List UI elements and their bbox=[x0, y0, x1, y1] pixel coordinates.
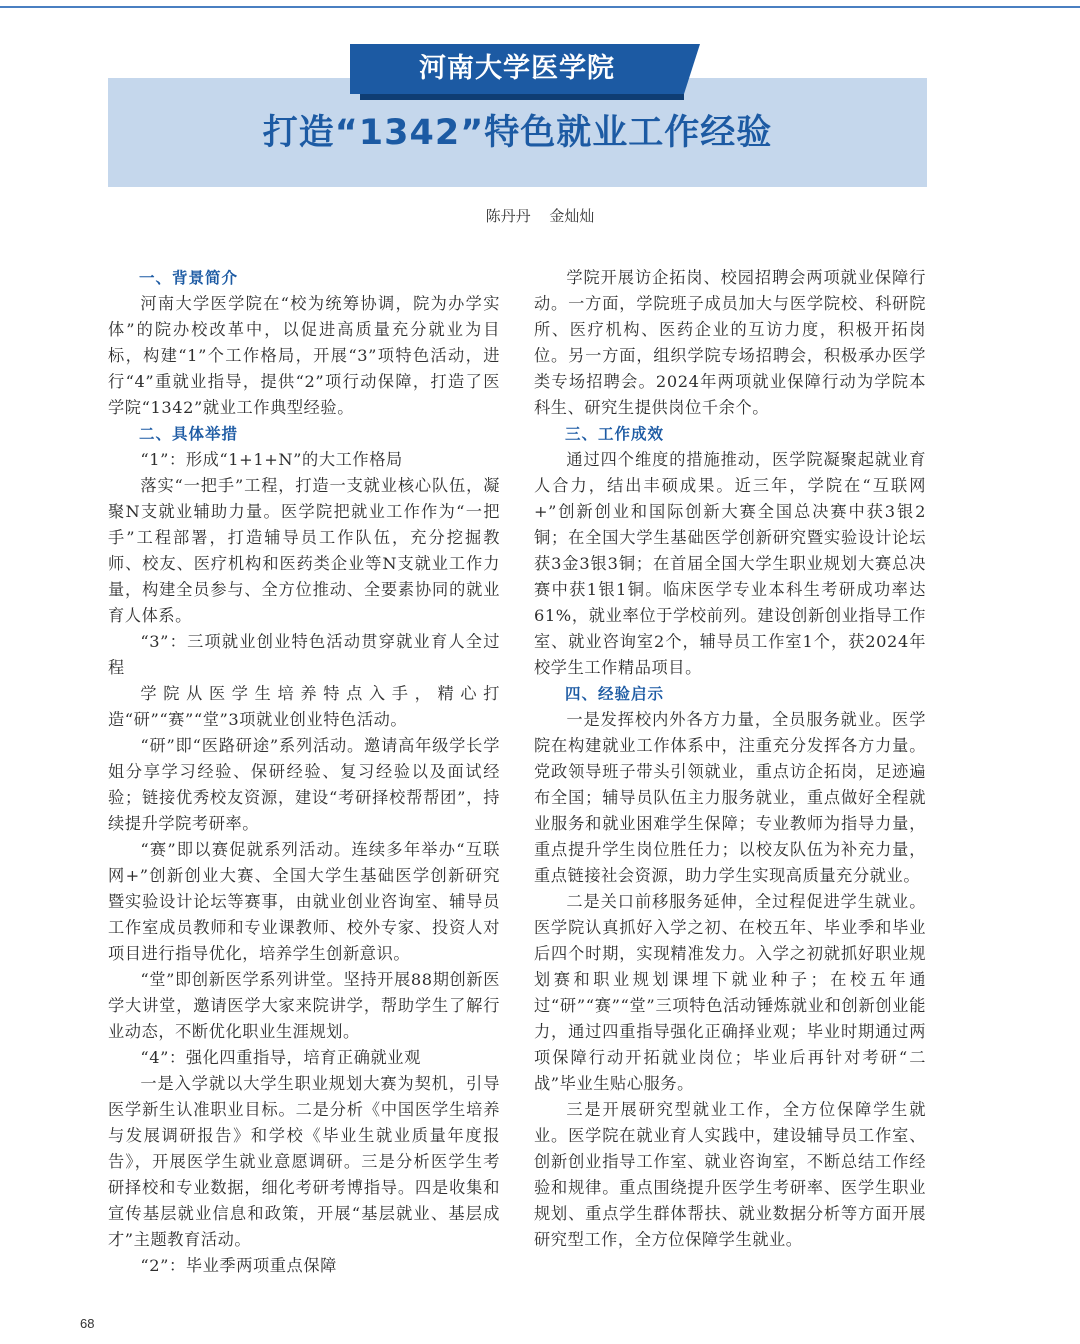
section-heading: 一、背景简介 bbox=[139, 269, 239, 287]
paragraph: 学院从医学生培养特点入手，精心打造“研”“赛”“堂”3项就业创业特色活动。 bbox=[108, 684, 500, 729]
section-heading: 四、经验启示 bbox=[565, 685, 665, 703]
paragraph: “研”即“医路研途”系列活动。邀请高年级学长学姐分享学习经验、保研经验、复习经验以及面试经验；链接优秀校友资源，建设“考研择校帮帮团”，持续提升学院考研率。 bbox=[108, 736, 500, 833]
paragraph: “堂”即创新医学系列讲堂。坚持开展88期创新医学大讲堂，邀请医学大家来院讲学，帮助学生了解行业动态，不断优化职业生涯规划。 bbox=[108, 970, 500, 1041]
authors bbox=[0, 205, 1080, 227]
paragraph: “赛”即以赛促就系列活动。连续多年举办“互联网+”创新创业大赛、全国大学生基础医学创新研究暨实验设计论坛等赛事，由就业创业咨询室、辅导员工作室成员教师和专业课教师、校外专家、投资人对项目进行指导优化，培养学生创新意识。 bbox=[108, 840, 500, 963]
paragraph: 学院开展访企拓岗、校园招聘会两项就业保障行动。一方面，学院班子成员加大与医学院校、科研院所、医疗机构、医药企业的互访力度，积极开拓岗位。另一方面，组织学院专场招聘会，积极承办医学类专场招聘会。2024年两项就业保障行动为学院本科生、研究生提供岗位千余个。 bbox=[534, 268, 926, 417]
left-column bbox=[108, 265, 500, 1279]
paragraph: “2”：毕业季两项重点保障 bbox=[140, 1256, 337, 1275]
right-column bbox=[534, 265, 926, 1253]
section-heading: 二、具体举措 bbox=[139, 425, 239, 443]
paragraph: 落实“一把手”工程，打造一支就业核心队伍，凝聚N支就业辅助力量。医学院把就业工作作为“一把手”工程部署，打造辅导员工作队伍，充分挖掘教师、校友、医疗机构和医药类企业等N支就业工作力量，构建全员参与、全方位推动、全要素协同的就业育人体系。 bbox=[108, 476, 500, 625]
paragraph: 一是入学就以大学生职业规划大赛为契机，引导医学新生认准职业目标。二是分析《中国医学生培养与发展调研报告》和学校《毕业生就业质量年度报告》，开展医学生就业意愿调研。三是分析医学生考研择校和专业数据，细化考研考博指导。四是收集和宣传基层就业信息和政策，开展“基层就业、基层成才”主题教育活动。 bbox=[108, 1074, 500, 1249]
article-title: 打造“1342”特色就业工作经验 bbox=[262, 113, 773, 153]
section-tag-shadow bbox=[360, 94, 684, 100]
paragraph: “4”：强化四重指导，培育正确就业观 bbox=[140, 1048, 421, 1067]
top-rule bbox=[0, 6, 1080, 8]
page-number: 68 bbox=[80, 1316, 95, 1331]
paragraph: “1”：形成“1+1+N”的大工作格局 bbox=[140, 450, 403, 469]
author: 金灿灿 bbox=[549, 207, 595, 225]
paragraph: 二是关口前移服务延伸，全过程促进学生就业。医学院认真抓好入学之初、在校五年、毕业季和毕业后四个时期，实现精准发力。入学之初就抓好职业规划赛和职业规划课埋下就业种子；在校五年通过“研”“赛”“堂”三项特色活动锤炼就业和创新创业能力，通过四重指导强化正确择业观；毕业时期通过两项保障行动开拓就业岗位；毕业后再针对考研“二战”毕业生贴心服务。 bbox=[534, 892, 926, 1093]
author: 陈丹丹 bbox=[485, 207, 531, 225]
section-heading: 三、工作成效 bbox=[565, 425, 665, 443]
paragraph: “3”：三项就业创业特色活动贯穿就业育人全过程 bbox=[108, 632, 500, 677]
section-tag: 河南大学医学院 bbox=[350, 44, 684, 94]
paragraph: 一是发挥校内外各方力量，全员服务就业。医学院在构建就业工作体系中，注重充分发挥各方力量。党政领导班子带头引领就业，重点访企拓岗，足迹遍布全国；辅导员队伍主力服务就业，重点做好全程就业服务和就业困难学生保障；专业教师为指导力量，重点提升学生岗位胜任力；以校友队伍为补充力量，重点链接社会资源，助力学生实现高质量充分就业。 bbox=[534, 710, 926, 885]
paragraph: 河南大学医学院在“校为统筹协调，院为办学实体”的院办校改革中，以促进高质量充分就业为目标，构建“1”个工作格局，开展“3”项特色活动，进行“4”重就业指导，提供“2”项行动保障，打造了医学院“1342”就业工作典型经验。 bbox=[108, 294, 500, 417]
paragraph: 通过四个维度的措施推动，医学院凝聚起就业育人合力，结出丰硕成果。近三年，学院在“互联网+”创新创业和国际创新大赛全国总决赛中获3银2铜；在全国大学生基础医学创新研究暨实验设计论坛获3金3银3铜；在首届全国大学生职业规划大赛总决赛中获1银1铜。临床医学专业本科生考研成功率达61%，就业率位于学校前列。建设创新创业指导工作室、就业咨询室2个，辅导员工作室1个，获2024年校学生工作精品项目。 bbox=[534, 450, 926, 677]
paragraph: 三是开展研究型就业工作，全方位保障学生就业。医学院在就业育人实践中，建设辅导员工作室、创新创业指导工作室、就业咨询室，不断总结工作经验和规律。重点围绕提升医学生考研率、医学生职业规划、重点学生群体帮扶、就业数据分析等方面开展研究型工作，全方位保障学生就业。 bbox=[534, 1100, 926, 1249]
